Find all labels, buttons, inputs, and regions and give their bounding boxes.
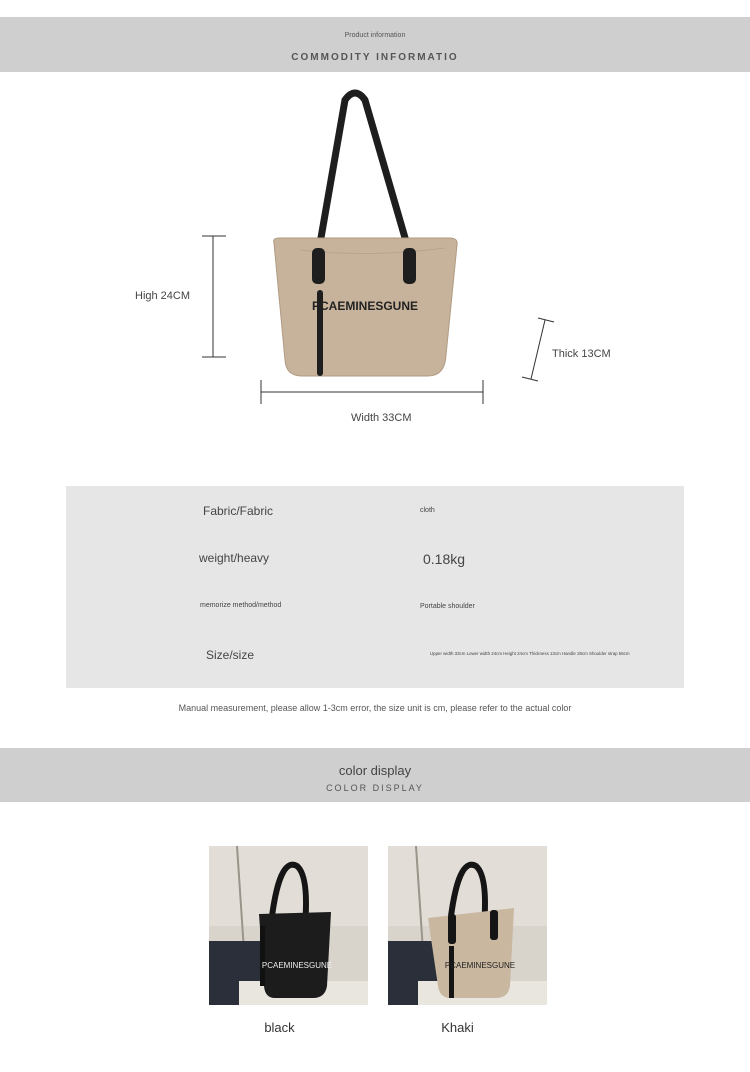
spec-key: Size/size: [206, 648, 255, 662]
color-name-khaki: Khaki: [441, 1020, 474, 1035]
color-display-header: [0, 748, 750, 802]
spec-value: cloth: [420, 507, 435, 514]
spec-value: Portable shoulder: [420, 603, 475, 610]
spec-key: Fabric/Fabric: [203, 504, 274, 518]
header-title: COMMODITY INFORMATIO: [291, 52, 459, 63]
color-name-black: black: [264, 1020, 295, 1035]
khaki-bag-photo: [388, 846, 547, 1005]
spec-key: weight/heavy: [199, 551, 270, 565]
svg-text:PCAEMINESGUNE: PCAEMINESGUNE: [261, 961, 333, 970]
strap-tab-left: [312, 248, 325, 284]
header-subtitle: Product information: [344, 32, 406, 39]
color-section-title: color display: [338, 763, 412, 778]
strap-tab-right: [403, 248, 416, 284]
thick-label: Thick 13CM: [552, 348, 611, 360]
bag-handle-left: [318, 93, 410, 255]
measurement-note: Manual measurement, please allow 1-3cm error, the size unit is cm, please refer to the actual color: [178, 703, 572, 713]
bag-logo: PCAEMINESGUNE: [311, 299, 419, 313]
product-dimension-illustration: [0, 80, 750, 440]
height-label: High 24CM: [135, 290, 191, 302]
product-info-header: [0, 17, 750, 72]
black-bag-photo: [209, 846, 368, 1005]
color-section-subtitle: COLOR DISPLAY: [326, 783, 424, 793]
svg-text:PCAEMINESGUNE: PCAEMINESGUNE: [444, 961, 516, 970]
spec-value: Upper width 33cm Lower width 24cm Height 24cm Thickness 13cm Handle 28cm Shoulder strap 56cm: [430, 651, 630, 656]
width-label: Width 33CM: [351, 412, 412, 424]
spec-value: 0.18kg: [423, 551, 466, 567]
spec-key: memorize method/method: [200, 602, 282, 609]
spec-table: [66, 486, 684, 688]
